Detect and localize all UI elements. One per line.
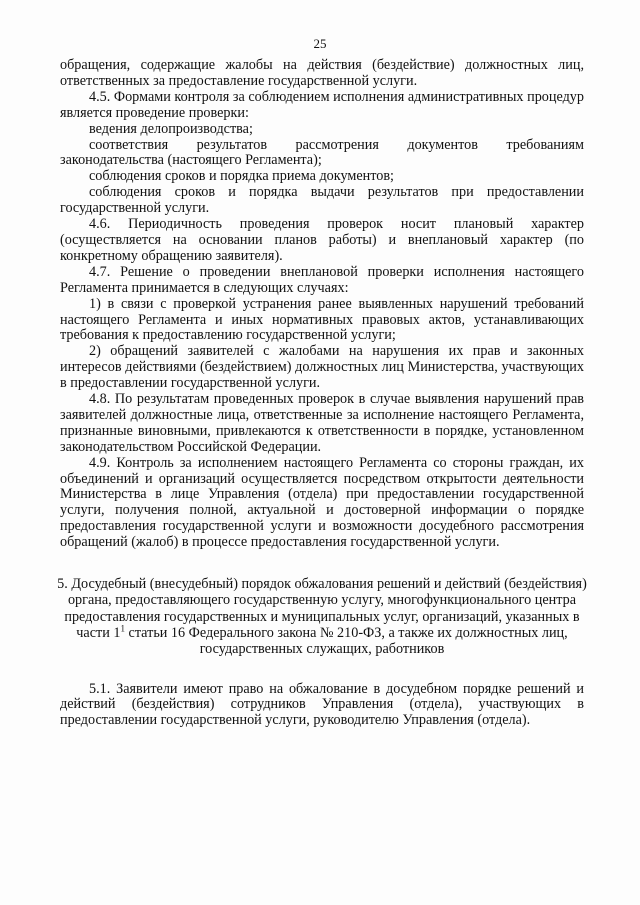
paragraph-p1: обращения, содержащие жалобы на действия (бездействие) должностных лиц, ответственных за предоставление государственной услуги. [60,57,584,89]
paragraph-p6: соблюдения сроков и порядка выдачи результатов при предоставлении государственной услуги. [60,184,584,217]
section-heading-part2: статьи 16 Федерального закона № 210-ФЗ, а также их должностных лиц, государственных служащих, работников [124,624,568,658]
paragraph-p12: 4.9. Контроль за исполнением настоящего Регламента со стороны граждан, их объединений и организаций осуществляется посредством открытости деятельности Министерства в лице Управления (отдела) при предоставлении государственной услуги, получения полной, актуальной и достоверной информации о порядке предоставления государственной услуги и возможности досудебного рассмотрения обращений (жалоб) в процессе предоставления государственной услуги. [60,454,584,551]
paragraph-p10: 2) обращений заявителей с жалобами на нарушения их прав и законных интересов действиями (бездействием) должностных лиц Министерства, участвующих в предоставлении государственной услуги. [60,343,584,392]
paragraph-p11: 4.8. По результатам проведенных проверок в случае выявления нарушений прав заявителей должностные лица, ответственные за исполнение настоящего Регламента, признанные виновными, привлекаются к ответственности в порядке, установленном законодательством Российской Федерации. [60,391,584,455]
page-number: 25 [313,36,327,51]
paragraph-p9: 1) в связи с проверкой устранения ранее выявленных нарушений требований настоящего Регламента и иных нормативных правовых актов, устанавливающих требования к предоставлению государственной услуги; [60,295,584,344]
section-heading [54,576,590,657]
paragraph-p4: соответствия результатов рассмотрения документов требованиям законодательства (настоящего Регламента); [60,136,584,169]
final-paragraph: 5.1. Заявители имеют право на обжалование в досудебном порядке решений и действий (бездействия) сотрудников Управления (отдела), участвующих в предоставлении государственной услуги, руководителю Управления (отдела). [60,680,584,729]
paragraph-p5: соблюдения сроков и порядка приема документов; [89,168,394,185]
paragraph-p7: 4.6. Периодичность проведения проверок носит плановый характер (осуществляется на основании планов работы) и внеплановый характер (по конкретному обращению заявителя). [60,216,584,264]
paragraph-p2: 4.5. Формами контроля за соблюдением исполнения административных процедур является проведение проверки: [60,88,584,121]
section-heading-superscript: 1 [120,623,125,634]
paragraph-p8: 4.7. Решение о проведении внеплановой проверки исполнения настоящего Регламента принимается в следующих случаях: [60,263,584,296]
paragraph-list [60,58,584,551]
section-heading-part1: 5. Досудебный (внесудебный) порядок обжалования решений и действий (бездействия) органа, предоставляющего государственную услугу, многофункционального центра предоставления государственных и муниципальных услуг, организаций, указанных в части 1 [57,576,587,641]
document-body [57,57,587,729]
paragraph-p3: ведения делопроизводства; [89,120,253,137]
